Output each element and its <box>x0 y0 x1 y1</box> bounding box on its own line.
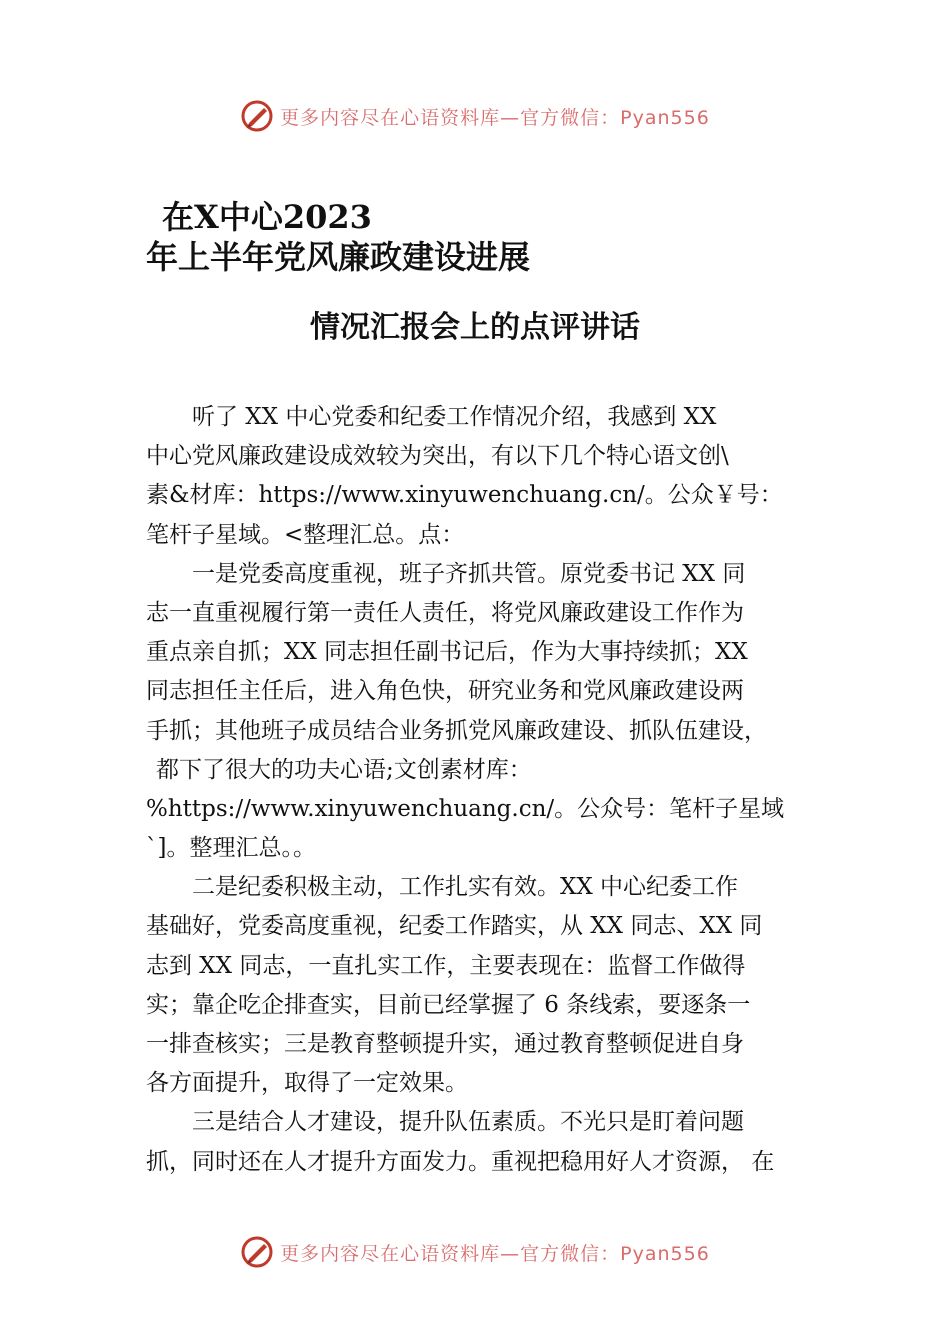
body-line: 一是党委高度重视，班子齐抓共管。原党委书记 XX 同 <box>192 560 746 587</box>
body-line: 笔杆子星域。<整理汇总。点： <box>146 521 465 548</box>
title-line-2: 年上半年党风廉政建设进展 <box>146 238 531 276</box>
body-line: 各方面提升，取得了一定效果。 <box>146 1070 468 1097</box>
pen-logo-icon <box>240 1235 274 1269</box>
footer-banner <box>0 1232 950 1272</box>
body-line: %https://www.xinyuwenchuang.cn/。公众号：笔杆子星域 <box>146 795 785 822</box>
body-line: `]。整理汇总。。 <box>146 835 316 862</box>
header-banner <box>0 96 950 136</box>
body-line: 中心党风廉政建设成效较为突出，有以下几个特心语文创\ <box>146 443 729 470</box>
body-line: 素&材库：https://www.xinyuwenchuang.cn/。公众￥号： <box>146 482 783 509</box>
body-line: 抓，同时还在人才提升方面发力。重视把稳用好人才资源， 在 <box>146 1148 775 1175</box>
body-line: 都下了很大的功夫心语;文创素材库： <box>156 756 532 783</box>
body-line: 手抓；其他班子成员结合业务抓党风廉政建设、抓队伍建设， <box>146 717 767 744</box>
body-line: 基础好，党委高度重视，纪委工作踏实，从 XX 同志、XX 同 <box>146 913 763 940</box>
pen-logo-icon <box>240 99 274 133</box>
body-line: 重点亲自抓；XX 同志担任副书记后，作为大事持续抓；XX <box>146 639 748 666</box>
banner-text: 更多内容尽在心语资料库—官方微信：Pyan556 <box>280 106 710 129</box>
banner-text: 更多内容尽在心语资料库—官方微信：Pyan556 <box>280 1242 710 1265</box>
title-line-3: 情况汇报会上的点评讲话 <box>310 310 640 345</box>
body-line: 三是结合人才建设，提升队伍素质。不光只是盯着问题 <box>192 1109 744 1136</box>
document-body <box>146 398 826 1182</box>
body-line: 实；靠企吃企排查实，目前已经掌握了 6 条线索，要逐条一 <box>146 991 751 1018</box>
body-line: 志一直重视履行第一责任人责任，将党风廉政建设工作作为 <box>146 599 744 626</box>
body-line: 同志担任主任后，进入角色快，研究业务和党风廉政建设两 <box>146 678 744 705</box>
title-line-1: 在X中心2023 <box>162 198 372 236</box>
body-line: 二是纪委积极主动，工作扎实有效。XX 中心纪委工作 <box>192 874 739 901</box>
body-line: 一排查核实；三是教育整顿提升实，通过教育整顿促进自身 <box>146 1031 744 1057</box>
body-line: 志到 XX 同志，一直扎实工作，主要表现在：监督工作做得 <box>146 952 746 979</box>
body-line: 听了 XX 中心党委和纪委工作情况介绍，我感到 XX <box>192 404 717 430</box>
